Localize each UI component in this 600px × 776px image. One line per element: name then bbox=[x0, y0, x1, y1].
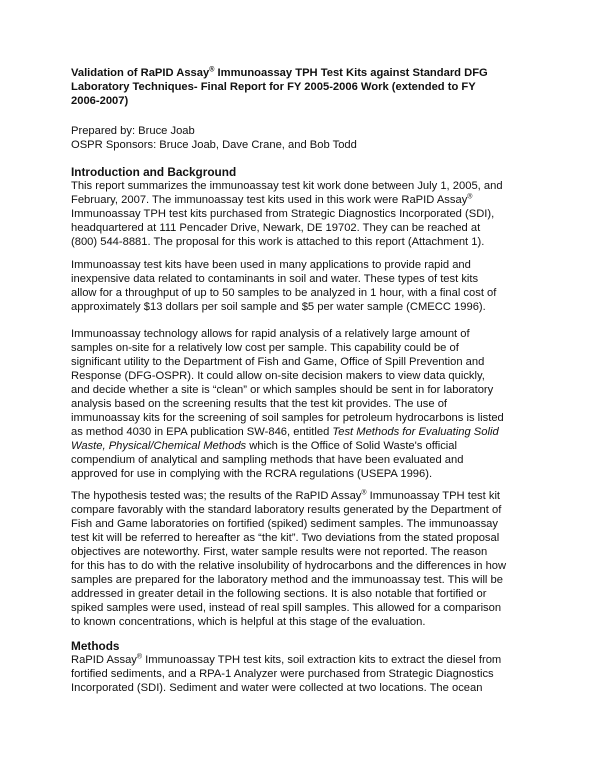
text-line: objectives are noteworthy. First, water sample results were not reported. The reason bbox=[71, 546, 488, 558]
text-line: and decide whether a site is “clean” or which samples should be sent in for laboratory bbox=[71, 384, 494, 396]
section-heading-methods: Methods bbox=[71, 639, 120, 653]
title-line-2: Laboratory Techniques- Final Report for FY 2005-2006 Work (extended to FY bbox=[71, 81, 476, 93]
registered-mark: ® bbox=[209, 66, 215, 74]
text-line: compendium of analytical and sampling methods that have been evaluated and bbox=[71, 454, 464, 466]
text-line: February, 2007. The immunoassay test kits used in this work were RaPID Assay® bbox=[71, 193, 473, 206]
text-line: approximately $13 dollars per soil sample and $5 per water sample (CMECC 1996). bbox=[71, 301, 486, 313]
title-line-3: 2006-2007) bbox=[71, 95, 129, 107]
text-line: samples on-site for a relatively low cost per sample. This capability could be of bbox=[71, 342, 459, 354]
text-line: RaPID Assay® Immunoassay TPH test kits, soil extraction kits to extract the diesel from bbox=[71, 653, 502, 666]
text-line: allow for a throughput of up to 50 samples to be analyzed in 1 hour, with a final cost of bbox=[71, 287, 497, 299]
text-line: Incorporated (SDI). Sediment and water were collected at two locations. The ocean bbox=[71, 682, 483, 694]
intro-paragraph-4 bbox=[71, 489, 533, 629]
text-line: spiked samples were used, instead of real spill samples. This allowed for a comparison bbox=[71, 602, 502, 614]
registered-mark: ® bbox=[467, 193, 473, 201]
publication-title: Test Methods for Evaluating Solid bbox=[332, 426, 499, 438]
text-line: compare favorably with the standard laboratory results generated by the Department of bbox=[71, 504, 502, 516]
registered-mark: ® bbox=[361, 489, 367, 497]
text-line: samples are prepared for the laboratory method and the immunoassay test. This will be bbox=[71, 574, 503, 586]
prepared-by: Prepared by: Bruce Joab bbox=[71, 125, 195, 137]
text-line: approved for use in complying with the RCRA regulations (USEPA 1996). bbox=[71, 468, 433, 480]
intro-section bbox=[71, 165, 533, 249]
text-line: Waste, Physical/Chemical Methods which is the Office of Solid Waste's official bbox=[71, 440, 457, 452]
text-line: This report summarizes the immunoassay test kit work done between July 1, 2005, and bbox=[71, 180, 503, 192]
text-line: Fish and Game laboratories on fortified (spiked) sediment samples. The immunoassay bbox=[71, 518, 498, 530]
intro-paragraph-3 bbox=[71, 327, 533, 481]
text-line: addressed in greater detail in the following sections. It is also notable that fortified or bbox=[71, 588, 487, 600]
text-line: for this has to do with the relative insolubility of hydrocarbons and the differences in how bbox=[71, 560, 507, 572]
text-line: Immunoassay test kits have been used in many applications to provide rapid and bbox=[71, 259, 471, 271]
publication-title: Waste, Physical/Chemical Methods bbox=[71, 440, 247, 452]
text-line: inexpensive data related to contaminants in soil and water. These types of test kits bbox=[71, 273, 479, 285]
text-line: immunoassay kits for the screening of soil samples for petroleum hydrocarbons is listed bbox=[71, 412, 504, 424]
report-credits bbox=[71, 124, 533, 152]
text-line: Immunoassay technology allows for rapid analysis of a relatively large amount of bbox=[71, 328, 470, 340]
text-line: Response (DFG-OSPR). It could allow on-site decision makers to view data quickly, bbox=[71, 370, 485, 382]
text-line: (800) 544-8881. The proposal for this work is attached to this report (Attachment 1). bbox=[71, 236, 485, 248]
section-heading-intro: Introduction and Background bbox=[71, 165, 237, 179]
text-line: The hypothesis tested was; the results of the RaPID Assay® Immunoassay TPH test kit bbox=[71, 489, 501, 502]
text-line: Immunoassay TPH test kits purchased from Strategic Diagnostics Incorporated (SDI), bbox=[71, 208, 495, 220]
report-title bbox=[71, 66, 533, 108]
title-line-1: Validation of RaPID Assay® Immunoassay TPH Test Kits against Standard DFG bbox=[71, 66, 488, 79]
text-line: headquartered at 111 Pencader Drive, Newark, DE 19702. They can be reached at bbox=[71, 222, 481, 234]
text-line: analysis based on the screening results that the test kit provides. The use of bbox=[71, 398, 448, 410]
text-line: as method 4030 in EPA publication SW-846, entitled Test Methods for Evaluating Solid bbox=[71, 426, 499, 438]
text-line: fortified sediments, and a RPA-1 Analyzer were purchased from Strategic Diagnostics bbox=[71, 668, 494, 680]
methods-section bbox=[71, 639, 533, 695]
text-line: significant utility to the Department of Fish and Game, Office of Spill Prevention and bbox=[71, 356, 485, 368]
text-line: to known concentrations, which is helpful at this stage of the evaluation. bbox=[71, 616, 426, 628]
registered-mark: ® bbox=[136, 653, 143, 661]
intro-paragraph-2 bbox=[71, 258, 533, 314]
sponsors: OSPR Sponsors: Bruce Joab, Dave Crane, and Bob Todd bbox=[71, 139, 357, 151]
text-line: test kit will be referred to hereafter as “the kit”. Two deviations from the stated proposal bbox=[71, 532, 500, 544]
